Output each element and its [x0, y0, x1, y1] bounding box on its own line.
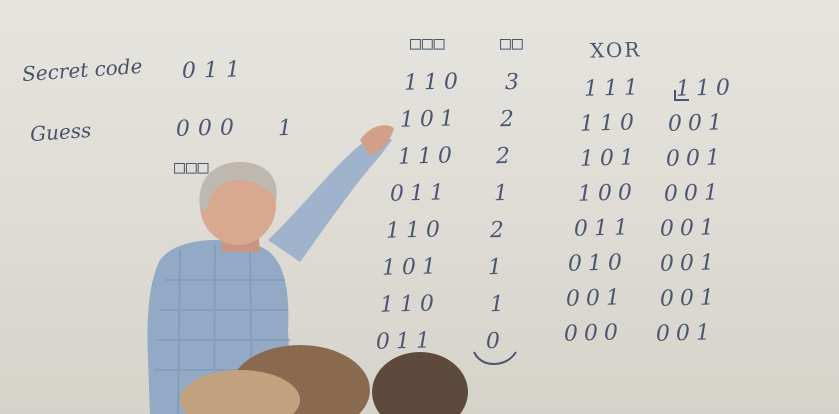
result-row: 001 — [659, 250, 721, 277]
audience-head-right — [372, 352, 468, 414]
result-row: 001 — [665, 145, 727, 172]
result-row: 001 — [667, 110, 729, 137]
header-boxes-two: □□ — [500, 33, 524, 54]
guess-row: 110 — [397, 143, 459, 170]
guess-row: 011 — [375, 328, 437, 355]
xor-header: XOR — [589, 37, 642, 63]
xor-row: 110 — [579, 110, 641, 137]
score-row: 2 — [495, 143, 517, 170]
guess-row: 011 — [389, 180, 451, 207]
result-row: 001 — [659, 215, 721, 242]
result-row: 110 — [675, 75, 737, 102]
guess-score: 1 — [277, 115, 299, 142]
xor-row: 011 — [573, 215, 635, 242]
guess-label: Guess — [29, 117, 92, 147]
xor-row: 000 — [563, 320, 625, 347]
guess-row: 101 — [381, 254, 443, 281]
score-row: 2 — [489, 217, 511, 244]
guess-row: 110 — [379, 291, 441, 318]
score-row: 3 — [504, 69, 526, 96]
result-row: 001 — [663, 180, 725, 207]
score-row: 1 — [489, 291, 511, 318]
guess-boxes: □□□ — [174, 157, 210, 178]
xor-row: 111 — [583, 75, 645, 102]
score-row: 1 — [493, 180, 515, 207]
score-row: 0 — [485, 328, 507, 355]
xor-row: 100 — [577, 180, 639, 207]
score-row: 2 — [499, 106, 521, 133]
result-row: 001 — [659, 285, 721, 312]
xor-row: 010 — [567, 250, 629, 277]
result-row: 001 — [655, 320, 717, 347]
xor-row: 101 — [579, 145, 641, 172]
guess-row: 110 — [385, 217, 447, 244]
guess-value: 000 — [175, 115, 243, 142]
secret-code-value: 011 — [181, 57, 249, 84]
guess-row: 110 — [403, 69, 465, 96]
xor-row: 001 — [565, 285, 627, 312]
secret-code-label: Secret code — [21, 53, 144, 87]
guess-row: 101 — [399, 106, 461, 133]
header-boxes-three: □□□ — [410, 33, 446, 54]
score-row: 1 — [487, 254, 509, 281]
